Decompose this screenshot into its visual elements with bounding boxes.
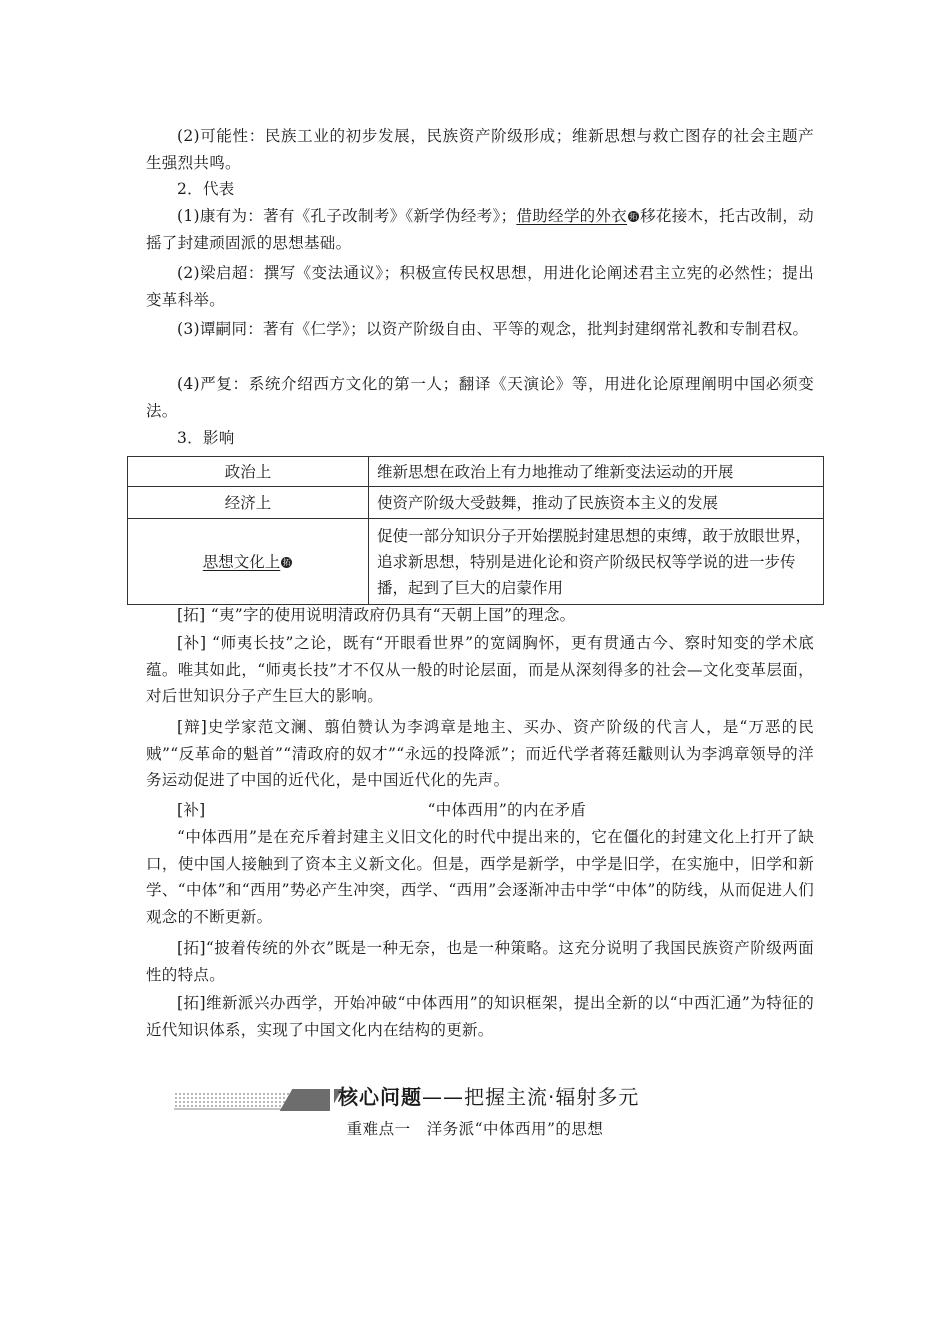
table-row [128,487,824,519]
impact-table [127,456,824,605]
banner-title-rest: ——把握主流·辐射多元 [422,1085,640,1109]
impact-value: 维新思想在政治上有力地推动了维新变法运动的开展 [369,457,824,487]
note-extension-yi: [拓] “夷”字的使用说明清政府仍具有“天朝上国”的理念。 [177,606,576,624]
kang-text-b: 移花接木，托古改制，动摇了封建顽固派的思想基础。 [146,207,814,252]
banner-dotted-decoration [174,1092,292,1110]
extension-mark-icon: 拓 [282,557,291,567]
impact-value: 促使一部分知识分子开始摆脱封建思想的束缚，敢于放眼世界，追求新思想，特别是进化论和资产阶级民权等学说的进一步传播，起到了巨大的启蒙作用 [369,519,824,605]
note-title: “中体西用”的内在矛盾 [427,801,587,819]
note-supplement-shiyi: [补] “师夷长技”之论，既有“开眼看世界”的宽阔胸怀，更有贯通古今、察时知变的学术底蕴。唯其如此，“师夷长技”才不仅从一般的时论层面，而是从深刻得多的社会—文化变革层面，对后世知识分子产生巨大的影响。 [146,634,814,705]
impact-key: 经济上 [128,487,369,519]
note-tag: [补] [177,801,206,819]
heading-representatives: 2．代表 [177,180,235,198]
note-supplement-heading [146,797,814,824]
note-debate-lihongzhang: [辩]史学家范文澜、翦伯赞认为李鸿章是地主、买办、资产阶级的代言人，是“万恶的民贼”“反革命的魁首”“清政府的奴才”“永远的投降派”；而近代学者蒋廷黻则认为李鸿章领导的洋务运动促进了中国的近代化，是中国近代化的先声。 [146,718,814,789]
note-extension-tradition: [拓]“披着传统的外衣”既是一种无奈，也是一种策略。这充分说明了我国民族资产阶级两面性的特点。 [146,939,814,984]
paragraph-liang-qichao: (2)梁启超：撰写《变法通议》；积极宣传民权思想，用进化论阐述君主立宪的必然性；提出变革科举。 [146,264,814,309]
kang-underlined-text: 借助经学的外衣 [516,207,628,225]
kang-text-a: (1)康有为：著有《孔子改制考》《新学伪经考》； [177,207,517,225]
impact-key: 政治上 [128,457,369,487]
paragraph-kang-youwei [146,203,814,256]
note-supplement-body: “中体西用”是在充斥着封建主义旧文化的时代中提出来的，它在僵化的封建文化上打开了缺口，使中国人接触到了资本主义新文化。但是，西学是新学，中学是旧学，在实施中，旧学和新学、“中体”和“西用”势必产生冲突，西学、“西用”会逐渐冲击中学“中体”的防线，从而促进人们观念的不断更新。 [146,828,814,926]
heading-impact: 3．影响 [177,429,235,447]
impact-key-cell [128,519,369,605]
paragraph-possibility: (2)可能性：民族工业的初步发展，民族资产阶级形成；维新思想与救亡图存的社会主题产生强烈共鸣。 [146,127,814,172]
paragraph-tan-sitong: (3)谭嗣同：著有《仁学》；以资产阶级自由、平等的观念，批判封建纲常礼教和专制君权。 [177,320,809,338]
table-row [128,519,824,605]
note-extension-reformers: [拓]维新派兴办西学，开始冲破“中体西用”的知识框架，提出全新的以“中西汇通”为特征的近代知识体系，实现了中国文化内在结构的更新。 [146,994,814,1039]
impact-value: 使资产阶级大受鼓舞，推动了民族资本主义的发展 [369,487,824,519]
banner-divider [330,1089,334,1111]
paragraph-yan-fu: (4)严复：系统介绍西方文化的第一人；翻译《天演论》等，用进化论原理阐明中国必须变法。 [146,375,814,420]
table-row [128,457,824,487]
section-subtitle: 重难点一 洋务派“中体西用”的思想 [346,1120,604,1138]
extension-mark-icon: 拓 [629,212,638,221]
banner-title [338,1081,639,1110]
impact-key: 思想文化上 [202,552,281,571]
banner-title-bold: 核心问题 [338,1085,422,1109]
